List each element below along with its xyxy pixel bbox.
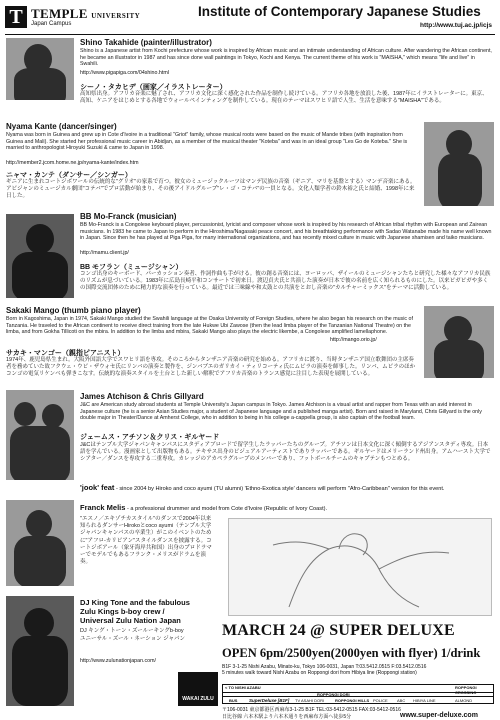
- franck-melis-line: Franck Melis - a professional drummer and model from Cote d'Ivoire (Republic of Ivory Coast).: [80, 503, 328, 512]
- map-label-bus: BUS: [229, 698, 238, 703]
- artist-photo-sakaki-mango: [424, 306, 494, 378]
- logo-subtitle: Japan Campus: [31, 21, 72, 27]
- artist-bio: Shino is a Japanese artist from Kochi prefecture whose work is inspired by African music and an intimate understanding of African culture. After wandering the African continent, he became an illustrator in 1987 and has since done wall paintings in Tokyo, Kochi and Kenya. The current theme of his work is "MAISHA," which means "life and live" in Swahili.: [80, 48, 492, 68]
- artist-jp-name: BB モフラン（ミュージシャン）: [80, 264, 183, 271]
- artist-jp-bio: 1974年、鹿児島県生まれ。大阪外国語大学でスワヒリ語を専攻。そのころからタンザニア音楽の研究を始める。アフリカに渡り、当時タンザニア国立歌舞団の主席奏者を務めていた故フクウェ・ウビ・ザウォセ氏にリンバの演奏と製作を、ジンバブエのガリカイ・ティリコーティ氏にムビラの演奏を師事した。リンバ、ムビラのほかコンゴの電気リケンベも弾きこなす。伝統的な演奏スタイルを土台とした新しい解釈でアフリカ音楽のトランス感覚に注目した表現を展開している。: [6, 357, 416, 378]
- artist-jp-name: ジェームス・アチソン＆クリス・ギルヤード: [80, 434, 220, 441]
- jook-feat-line: 'jook' feat - since 2004 by Hiroko and coco ayumi (TU alumni) 'Ethno-Exotica style' dancers will perform "Afro-Caribbean" version for this event.: [80, 483, 445, 492]
- wakai-zulu-logo: WAKAI ZULU: [178, 672, 218, 706]
- map-label-roppongi-dori: ROPPONGI DORI: [317, 692, 350, 697]
- artist-name: James Atchison & Chris Gillyard: [80, 392, 204, 401]
- artist-jp-bio: J&Cはテンプル大学ジャパンキャンパスにスタディアブロードで留学生したラッパーたちのグループ。アチソンは日本文化に深く傾倒するアジアンスタディ専攻。日本語を学んでいる。漫画家として出版物もある。テキサス出身のビジュアルアーティストでありラッパーである。ギルヤードはメリーランド州出身。アムハースト大学でシアター／ダンスを専攻する二重専攻。カレッジのアカペラグループのメンバーであり、フットボールチームのキャプテンもつとめる。: [80, 442, 491, 463]
- artist-photo-nyama: [424, 122, 494, 206]
- artist-photo-franck-melis: [6, 500, 74, 586]
- map-label-police: POLICE: [373, 698, 388, 703]
- artist-name: Nyama Kante (dancer/singer): [6, 122, 117, 131]
- map-label-tv-asahi: TV ASAHI DORI: [295, 698, 325, 703]
- dancer-illustration: [228, 518, 492, 616]
- map-label-abc: ABC: [397, 698, 406, 703]
- dancer-line-art-icon: [229, 519, 491, 615]
- map-label-almond: ALMOND: [455, 698, 473, 703]
- artist-url[interactable]: http://www.zulunationjapan.com/: [80, 658, 156, 664]
- artist-photo-shino: [6, 38, 74, 100]
- artist-url[interactable]: http://www.pigapiga.com/04shino.html: [80, 70, 169, 76]
- artist-photo-bb-mo-franck: [6, 214, 74, 298]
- header-divider: [5, 34, 495, 35]
- map-road-roppongi: [223, 692, 493, 697]
- artist-jp-name: ニャマ・カンテ（ダンサー／シンガー）: [6, 172, 132, 179]
- artist-jp-bio: ギニアに生まれコートジボワールの伝統的な"グリオ"の家系で育つ。彼女のミュージックルーツはマンデ民族の音楽（ギニア、マリを基盤とする）マンデ音楽にある。アビジャンのミュージカル劇団"コテバ"でプロ活動が始まり、その後アイドルグループ"レ・ゴ・コテバ"の一員となる。文化人類学者の鈴木裕之氏と結婚、1998年に来日した。: [6, 179, 416, 200]
- artist-bio: Born in Kagoshima, Japan in 1974, Sakaki Mango studied the Swahili language at the Osaka University of Foreign Studies, where he also began his research on the music of Tanzania. He traveled to the African continent to receive direct training from the late Hukwe Ubi Zawose (then the lead limba player of the Tanzanian National Theatre) on the limba, and from Gokha Tillicoti on the mbira. In addition to the limba and mbira, Sakaki Mango also plays the electric likembe, a Congolese amplified lamellaphone.: [6, 316, 413, 336]
- artist-name: BB Mo-Franck (musician): [80, 212, 177, 221]
- venue-address: B1F 3-1-25 Nishi Azabu, Minato-ku, Tokyo 106-0031, Japan T:03.5412.0515 F:03.5412.0516 5 minutes walk toward Nishi Azabu on Roppongi dori from Hibiya line (Roppongi station): [222, 664, 427, 677]
- artist-url[interactable]: http://mamu.client.jp/: [80, 250, 129, 256]
- map-label-roppongi-crossing: ROPPONGI CROSSING: [455, 685, 477, 695]
- artist-name: Shino Takahide (painter/illustrator): [80, 38, 212, 47]
- artist-jp-bio: 高知県出身。アフリカ音楽に魅了され、アフリカ文化に深く感化された作品を制作し続けている。アフリカ各地を放浪した後、1987年にイラストレーターに。東京、高知、ケニアをはじめとする各地でウォールペインティングを制作している。現在のテーマはスワヒリ語で人生、生活を意味する"MAISHA"である。: [80, 91, 488, 105]
- artist-jp-name: DJ キング・トーン・ズールーキングb-boy: [80, 628, 184, 634]
- event-open-line: OPEN 6pm/2500yen(2000yen with flyer) 1/drink: [222, 646, 481, 660]
- artist-bio: Nyama was born in Guinea and grew up in Cote d'Ivoire in a traditional "Griot" family, whose musical roots were based on the music of Mande tribes (with inspiration from Guinea and Mali). She started her professional music career in Abidjan, as a member of the musical theater "Koteba" and was in an ideal group "Les Go de Koteba." She is married to anthropologist Hiroyuki Suzuki & came to Japan in 1998.: [6, 132, 408, 152]
- map-label-super-deluxe: SuperDeluxe [B1F]: [249, 698, 290, 703]
- artist-url[interactable]: http://mango.orio.jp/: [330, 337, 377, 343]
- artist-name: DJ King Tone and the fabulous: [80, 598, 190, 607]
- artist-photo-dj-king-tone: [6, 596, 74, 706]
- artist-jp-name-line2: ユニーサル・ズール・ネーション ジャパン: [80, 636, 186, 642]
- artist-name-line3: Universal Zulu Nation Japan: [80, 616, 181, 625]
- artist-name-line2: Zulu Kings b-boy crew /: [80, 607, 165, 616]
- page-title: Institute of Contemporary Japanese Studies: [198, 4, 481, 19]
- venue-map: [222, 684, 494, 704]
- venue-footer-line2: 日比谷線 六本木駅より六本木通りを西麻布方面へ徒歩5分: [222, 714, 352, 720]
- artist-jp-name: サカキ・マンゴー（親指ピアニスト）: [6, 350, 125, 357]
- artist-name: Sakaki Mango (thumb piano player): [6, 306, 141, 315]
- jook-franck-jp-bio: "エスノ／エキゾチカスタイル"のダンスで2004年以来知られるダンサーHirokoとcoco ayumi（テンプル大学ジャパンキャンパスの卒業生）がこのイベントのために"アフロ-カリビアン"スタイルダンスを披露する。コートジボアール（象牙海岸共和国）出身のプロドラマーでモデルでもあるフランク・メリスがドラムを演奏。: [80, 516, 212, 566]
- artist-bio: BB Mo-Franck is a Congolese keyboard player, percussionist, lyricist and composer whose work is inspired by his research of African tribal rhythm with European and Zairean musicians. In 1983 he came to Japan to perform in the Hiroshima/Nagasaki peace concert, and his breathtaking performance with Sadao Watanabe made his name well known in Japan. Since then he has played at Piga Piga, for many international organizations, and has recently mixed culture in music with Japanese shamisen and taiko musicians.: [80, 222, 492, 242]
- temple-logo-mark: T: [5, 6, 27, 28]
- venue-footer: 〒106-0031 東京都港区西麻布3-1-25 B1F TEL:03-5412-0515 FAX:03-5412-0516: [222, 707, 401, 713]
- artist-bio: J&C are American study abroad students at Temple University's Japan campus in Tokyo. James Atchison is a visual artist and rapper from Texas with an avid interest in Japanese culture (he is a senior Asian Studies major, a student of Japanese language and a published manga artist). Born and raised in Maryland, Chris Gillyard is the only double major in Theater/Dance at Amherst College, who in addition to being in his college a-cappella group, is also captain of the football team.: [80, 402, 482, 422]
- artist-url[interactable]: http://member2.jcom.home.ne.jp/nyama-kante/index.htm: [6, 160, 139, 166]
- map-label-nishi-azabu: < TO NISHI AZABU: [225, 685, 261, 690]
- event-date-venue: MARCH 24 @ SUPER DELUXE: [222, 622, 455, 639]
- map-label-roppongi-hills: ROPPONGI HILLS: [335, 698, 370, 703]
- artist-jp-name: シーノ・タカヒデ（画家／イラストレーター）: [80, 84, 227, 91]
- map-label-hibiya: HIBIYA LINE: [413, 698, 436, 703]
- venue-url[interactable]: www.super-deluxe.com: [400, 712, 478, 719]
- artist-photo-james-chris: [6, 390, 74, 480]
- logo-wordmark: TEMPLE UNIVERSITY: [31, 6, 141, 21]
- artist-jp-bio: コンゴ出身のキーボード、パーカッション奏者、作詞作曲も手がける。彼の創る音楽には、ヨーロッパ、ザイールのミュージシャンたちと研究した様々なアフリカ民族のリズムが息づいている。1983年に広島長崎平和コンサートで初来日。渡辺貞夫氏と共演した演奏が日本で彼の名前を広く知られるものにした。以来ピガピガや多くの国際交流団体のために精力的な演奏を行っている。最近では三味線や和太鼓との共演をとおし音楽の"カルチャーミックス"をテーマに活動している。: [80, 271, 491, 292]
- header-url[interactable]: http://www.tuj.ac.jp/icjs: [420, 22, 492, 29]
